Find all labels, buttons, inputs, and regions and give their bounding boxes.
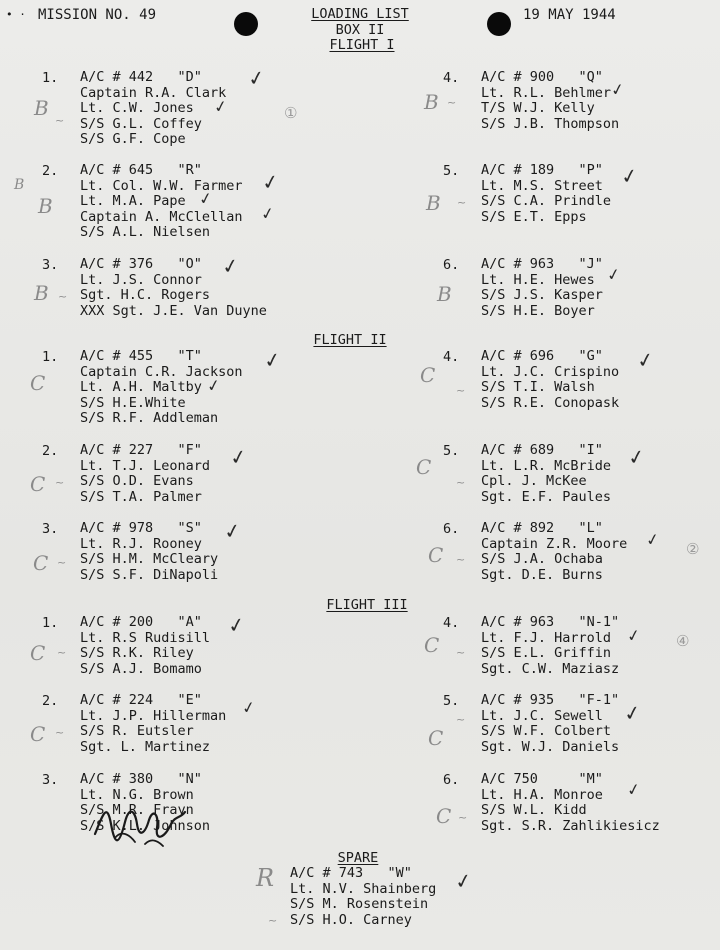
check-mark-icon: ✓	[259, 202, 276, 225]
crew-line: S/S S.F. DiNapoli	[80, 566, 219, 583]
check-mark-icon: ✓	[240, 696, 257, 719]
pencil-initial-mark: B	[34, 281, 49, 305]
crew-line: S/S H.E.White	[80, 394, 186, 411]
crew-line: Lt. J.S. Connor	[80, 271, 202, 288]
crew-line: Lt. M.S. Street	[481, 177, 603, 194]
spare-heading: SPARE	[337, 850, 379, 866]
crew-line: S/S T.I. Walsh	[481, 379, 595, 396]
pencil-initial-mark: C	[436, 804, 452, 828]
aircraft-line: A/C # 376 "O"	[80, 256, 202, 272]
crew-line: Captain Z.R. Moore	[481, 535, 628, 552]
pencil-tick-mark: ~	[55, 726, 65, 739]
signature-scribble-icon	[85, 794, 195, 854]
aircraft-line: A/C # 696 "G"	[481, 348, 603, 364]
crew-line: Cpl. J. McKee	[481, 473, 587, 490]
entry-number: 1.	[42, 349, 59, 365]
crew-line: T/S W.J. Kelly	[481, 100, 595, 117]
pencil-initial-mark: C	[30, 722, 46, 746]
check-mark-icon: ✓	[453, 867, 474, 895]
crew-line: Lt. H.E. Hewes	[481, 271, 595, 288]
crew-line: S/S G.F. Cope	[80, 131, 186, 148]
check-mark-icon: ✓	[246, 64, 267, 92]
punch-hole-left	[234, 12, 258, 36]
entry-number: 3.	[42, 257, 59, 273]
crew-line: Lt. M.A. Pape	[80, 193, 186, 210]
pencil-initial-mark: C	[33, 551, 49, 575]
crew-line: Sgt. H.C. Rogers	[80, 287, 211, 304]
entry-number: 2.	[42, 443, 59, 459]
check-mark-icon: ✓	[605, 263, 622, 286]
crew-line: S/S M.R. Frayn	[80, 802, 194, 819]
crew-line: Lt. F.J. Harrold	[481, 629, 612, 646]
check-mark-icon: ✓	[205, 374, 222, 397]
crew-line: S/S R.K. Riley	[80, 645, 194, 662]
aircraft-line: A/C # 224 "E"	[80, 692, 202, 708]
aircraft-line: A/C # 963 "N-1"	[481, 614, 620, 630]
pencil-tick-mark: ~	[57, 556, 67, 569]
flight-heading: FLIGHT II	[313, 332, 387, 348]
check-mark-icon: ✓	[212, 95, 229, 118]
crew-line: S/S R.F. Addleman	[80, 410, 219, 427]
pencil-tick-mark: ~	[268, 914, 278, 927]
crew-line: S/S J.S. Kasper	[481, 287, 603, 304]
pencil-tick-mark: ~	[456, 553, 466, 566]
crew-line: S/S W.F. Colbert	[481, 723, 612, 740]
crew-line: Lt. C.W. Jones	[80, 100, 194, 117]
crew-line: S/S H.E. Boyer	[481, 302, 595, 319]
aircraft-line: A/C # 645 "R"	[80, 162, 202, 178]
circled-number-mark: ②	[686, 540, 700, 558]
pencil-tick-mark: ~	[58, 290, 68, 303]
crew-line: Lt. R.L. Behlmer	[481, 84, 612, 101]
pencil-tick-mark: ~	[55, 476, 65, 489]
pencil-initial-mark: B	[34, 96, 49, 120]
crew-line: Lt. N.G. Brown	[80, 786, 194, 803]
flight-heading: FLIGHT III	[326, 597, 408, 613]
pencil-tick-mark: ~	[447, 96, 457, 109]
aircraft-line: A/C # 935 "F-1"	[481, 692, 620, 708]
crew-line: S/S T.A. Palmer	[80, 488, 202, 505]
pencil-initial-mark: B	[38, 194, 53, 218]
entry-number: 5.	[443, 693, 460, 709]
crew-line: Sgt. L. Martinez	[80, 738, 211, 755]
check-mark-icon: ✓	[644, 528, 661, 551]
crew-line: Lt. L.R. McBride	[481, 457, 612, 474]
aircraft-line: A/C # 189 "P"	[481, 162, 603, 178]
aircraft-line: A/C # 743 "W"	[290, 865, 412, 881]
circled-number-mark: ①	[284, 104, 298, 122]
corner-marks: • ·	[6, 8, 26, 21]
pencil-tick-mark: ~	[57, 646, 67, 659]
pencil-tick-mark: ~	[456, 646, 466, 659]
check-mark-icon: ✓	[226, 611, 247, 639]
crew-line: Lt. R.J. Rooney	[80, 535, 202, 552]
crew-line: Lt. J.P. Hillerman	[80, 707, 227, 724]
check-mark-icon: ✓	[228, 443, 249, 471]
pencil-tick-mark: ~	[457, 196, 467, 209]
crew-line: XXX Sgt. J.E. Van Duyne	[80, 302, 267, 319]
pencil-tick-mark: ~	[456, 476, 466, 489]
document-title: LOADING LIST	[311, 6, 409, 22]
check-mark-icon: ✓	[197, 187, 214, 210]
crew-line: Sgt. E.F. Paules	[481, 488, 612, 505]
crew-line: Sgt. D.E. Burns	[481, 566, 603, 583]
pencil-initial-mark: C	[424, 633, 440, 657]
check-mark-icon: ✓	[625, 624, 642, 647]
box-label: BOX II	[335, 22, 385, 38]
aircraft-line: A/C # 380 "N"	[80, 771, 202, 787]
entry-number: 6.	[443, 257, 460, 273]
crew-line: S/S O.D. Evans	[80, 473, 194, 490]
check-mark-icon: ✓	[626, 443, 647, 471]
pencil-initial-mark: B	[426, 191, 441, 215]
pencil-tick-mark: ~	[456, 713, 466, 726]
punch-hole-right	[487, 12, 511, 36]
pencil-initial-mark: C	[428, 543, 444, 567]
aircraft-line: A/C # 978 "S"	[80, 520, 202, 536]
entry-number: 3.	[42, 521, 59, 537]
crew-line: S/S H.O. Carney	[290, 911, 412, 928]
aircraft-line: A/C # 455 "T"	[80, 348, 202, 364]
crew-line: Captain C.R. Jackson	[80, 363, 243, 380]
aircraft-line: A/C # 689 "I"	[481, 442, 603, 458]
crew-line: S/S R. Eutsler	[80, 723, 194, 740]
crew-line: S/S C.A. Prindle	[481, 193, 612, 210]
crew-line: S/S H.M. McCleary	[80, 551, 219, 568]
crew-line: S/S A.J. Bomamo	[80, 660, 202, 677]
check-mark-icon: ✓	[625, 778, 642, 801]
entry-number: 3.	[42, 772, 59, 788]
crew-line: S/S J.B. Thompson	[481, 115, 620, 132]
crew-line: S/S W.L. Kidd	[481, 802, 587, 819]
crew-line: S/S K.L. Johnson	[80, 817, 211, 834]
entry-number: 4.	[443, 349, 460, 365]
crew-line: Lt. R.S Rudisill	[80, 629, 211, 646]
crew-line: Sgt. C.W. Maziasz	[481, 660, 620, 677]
pencil-initial-mark: C	[30, 641, 46, 665]
crew-line: Lt. H.A. Monroe	[481, 786, 603, 803]
document-date: 19 MAY 1944	[523, 7, 616, 23]
crew-line: S/S E.T. Epps	[481, 208, 587, 225]
pencil-tick-mark: ~	[456, 384, 466, 397]
circled-number-mark: ④	[676, 632, 690, 650]
entry-number: 6.	[443, 521, 460, 537]
aircraft-line: A/C # 892 "L"	[481, 520, 603, 536]
entry-number: 1.	[42, 70, 59, 86]
crew-line: Captain A. McClellan	[80, 208, 243, 225]
pencil-initial-mark: C	[420, 363, 436, 387]
check-mark-icon: ✓	[260, 168, 281, 196]
flight-heading: FLIGHT I	[329, 37, 395, 53]
pencil-tick-mark: ~	[55, 114, 65, 127]
crew-line: Sgt. W.J. Daniels	[481, 738, 620, 755]
pencil-initial-mark: B	[424, 90, 439, 114]
crew-line: S/S J.A. Ochaba	[481, 551, 603, 568]
crew-line: S/S E.L. Griffin	[481, 645, 612, 662]
entry-number: 5.	[443, 163, 460, 179]
check-mark-icon: ✓	[609, 78, 626, 101]
aircraft-line: A/C # 963 "J"	[481, 256, 603, 272]
crew-line: Lt. J.C. Crispino	[481, 363, 620, 380]
pencil-initial-mark: R	[256, 864, 275, 892]
pencil-initial-mark: C	[30, 472, 46, 496]
crew-line: Sgt. S.R. Zahlikiesicz	[481, 817, 660, 834]
check-mark-icon: ✓	[622, 699, 643, 727]
entry-number: 4.	[443, 70, 460, 86]
aircraft-line: A/C # 227 "F"	[80, 442, 202, 458]
aircraft-line: A/C # 200 "A"	[80, 614, 202, 630]
crew-line: Lt. A.H. Maltby	[80, 379, 202, 396]
crew-line: Captain R.A. Clark	[80, 84, 227, 101]
check-mark-icon: ✓	[262, 346, 283, 374]
pencil-initial-mark: C	[416, 455, 432, 479]
entry-number: 2.	[42, 163, 59, 179]
check-mark-icon: ✓	[222, 517, 243, 545]
check-mark-icon: ✓	[220, 252, 241, 280]
entry-number: 4.	[443, 615, 460, 631]
crew-line: Lt. N.V. Shainberg	[290, 880, 437, 897]
spare-entry	[290, 866, 610, 928]
check-mark-icon: ✓	[635, 346, 656, 374]
aircraft-line: A/C 750 "M"	[481, 771, 603, 787]
crew-line: Lt. T.J. Leonard	[80, 457, 211, 474]
pencil-initial-mark: B	[437, 282, 452, 306]
crew-line: Lt. J.C. Sewell	[481, 707, 603, 724]
pencil-tick-mark: ~	[458, 811, 468, 824]
entry-number: 6.	[443, 772, 460, 788]
aircraft-line: A/C # 900 "Q"	[481, 69, 603, 85]
entry-number: 5.	[443, 443, 460, 459]
entry-number: 2.	[42, 693, 59, 709]
crew-line: S/S M. Rosenstein	[290, 896, 429, 913]
pencil-initial-mark: B	[14, 177, 25, 193]
crew-line: S/S G.L. Coffey	[80, 115, 202, 132]
mission-number: MISSION NO. 49	[38, 7, 157, 23]
crew-line: S/S R.E. Conopask	[481, 394, 620, 411]
pencil-initial-mark: C	[30, 371, 46, 395]
crew-line: S/S A.L. Nielsen	[80, 224, 211, 241]
crew-line: Lt. Col. W.W. Farmer	[80, 177, 243, 194]
pencil-initial-mark: C	[428, 726, 444, 750]
aircraft-line: A/C # 442 "D"	[80, 69, 202, 85]
check-mark-icon: ✓	[619, 162, 640, 190]
entry-number: 1.	[42, 615, 59, 631]
